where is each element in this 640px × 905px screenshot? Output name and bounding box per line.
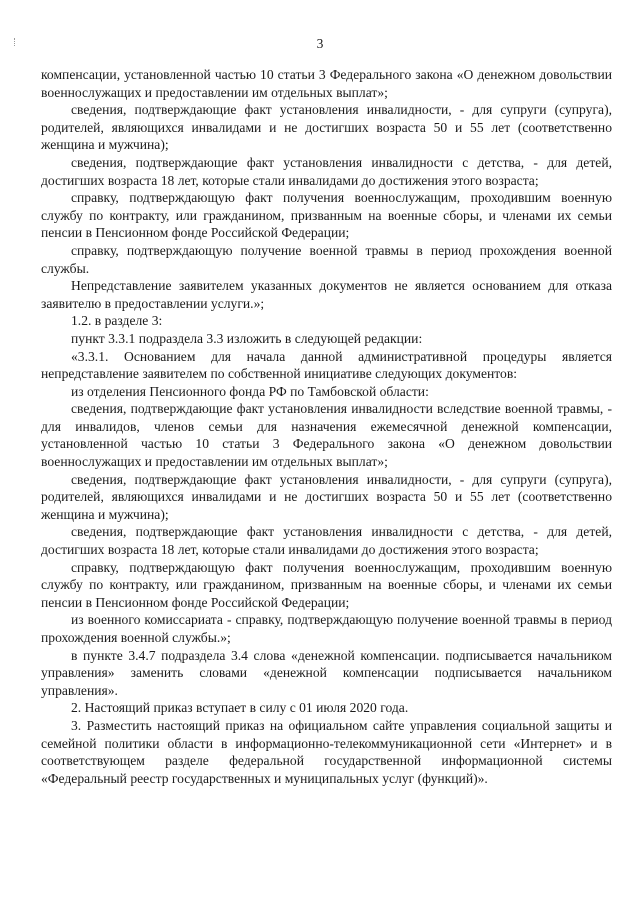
paragraph: справку, подтверждающую факт получения военнослужащим, проходившим военную службу по контракту, или гражданином, призванным на военные сборы, и членами их семьи пенсии в Пенсионном фонде Российской Федерации; bbox=[41, 559, 612, 610]
paragraph: из военного комиссариата - справку, подтверждающую получение военной травмы в период прохождения военной службы.»; bbox=[41, 612, 612, 645]
paragraph: сведения, подтверждающие факт установления инвалидности с детства, - для детей, достигших возраста 18 лет, которые стали инвалидами до достижения этого возраста; bbox=[41, 154, 612, 188]
document-body bbox=[41, 66, 612, 787]
paragraph: 3. Разместить настоящий приказ на официальном сайте управления социальной защиты и семейной политики области в информационно-телекоммуникационной сети «Интернет» и в соответствующем разделе федеральной государственной информационной системы «Федеральный реестр государственных и муниципальных услуг (функций)». bbox=[41, 717, 612, 786]
paragraph: сведения, подтверждающие факт установления инвалидности вследствие военной травмы, - для инвалидов, членов семьи для назначения ежемесячной денежной компенсации, установленной частью 10 статьи 3 Федерального закона «О денежном довольствии военнослужащих и предоставлении им отдельных выплат»; bbox=[41, 401, 612, 470]
paragraph: справку, подтверждающую факт получения военнослужащим, проходившим военную службу по контракту, или гражданином, призванным на военные сборы, и членами их семьи пенсии в Пенсионном фонде Российской Федерации; bbox=[41, 190, 612, 241]
paragraph: в пункте 3.4.7 подраздела 3.4 слова «денежной компенсации. подписывается начальником управления» заменить словами «денежной компенсации подписывается начальником управления». bbox=[41, 647, 612, 698]
paragraph: 2. Настоящий приказ вступает в силу с 01 июля 2020 года. bbox=[71, 700, 409, 716]
paragraph: 1.2. в разделе 3: bbox=[71, 313, 163, 329]
paragraph: Непредставление заявителем указанных документов не является основанием для отказа заявителю в предоставлении услуги.»; bbox=[41, 278, 612, 311]
paragraph: из отделения Пенсионного фонда РФ по Тамбовской области: bbox=[71, 383, 429, 399]
paragraph: пункт 3.3.1 подраздела 3.3 изложить в следующей редакции: bbox=[71, 330, 423, 346]
paragraph: справку, подтверждающую получение военной травмы в период прохождения военной службы. bbox=[41, 242, 612, 276]
page-number: 3 bbox=[316, 36, 324, 51]
paragraph: «3.3.1. Основанием для начала данной административной процедуры является непредставление заявителем по собственной инициативе следующих документов: bbox=[41, 348, 612, 382]
paragraph: сведения, подтверждающие факт установления инвалидности, - для супруги (супруга), родителей, являющихся инвалидами и не достигших возраста 50 и 55 лет (соответственно женщина и мужчина); bbox=[41, 102, 612, 153]
paragraph: сведения, подтверждающие факт установления инвалидности, - для супруги (супруга), родителей, являющихся инвалидами и не достигших возраста 50 и 55 лет (соответственно женщина и мужчина); bbox=[41, 471, 612, 522]
paragraph: сведения, подтверждающие факт установления инвалидности с детства, - для детей, достигших возраста 18 лет, которые стали инвалидами до достижения этого возраста; bbox=[41, 524, 612, 558]
paragraph: компенсации, установленной частью 10 статьи 3 Федерального закона «О денежном довольствии военнослужащих и предоставлении им отдельных выплат»; bbox=[41, 67, 612, 100]
